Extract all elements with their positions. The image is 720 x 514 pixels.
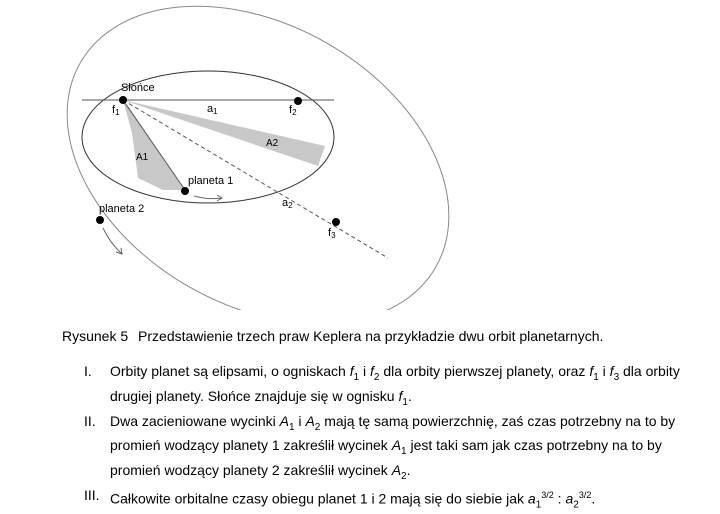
law-1-sub: 3 — [613, 371, 620, 383]
law-1-text: . — [407, 387, 412, 404]
sun-dot — [119, 96, 127, 104]
law-1-var: f — [370, 363, 374, 379]
label-sun: Słońce — [121, 82, 155, 94]
law-2-numeral: II. — [84, 412, 96, 429]
planet-1-dot — [181, 187, 189, 195]
law-2-sub: 2 — [314, 421, 321, 433]
figure-caption — [62, 328, 603, 344]
f3-dot — [332, 218, 340, 226]
law-1-text: Orbity planet są elipsami, o ogniskach — [110, 363, 350, 379]
law-1 — [84, 362, 704, 412]
law-3-var: a — [565, 490, 574, 507]
law-2-text: mają tę samą powierzchnię, zaś czas potrzebny na to by promień wodzący planety 1 zakreślił wycinek — [110, 412, 676, 454]
kepler-laws-list — [84, 362, 704, 514]
law-2-text: . — [406, 462, 411, 479]
caption-text: Przedstawienie trzech praw Keplera na przykładzie dwu orbit planetarnych. — [138, 328, 604, 344]
law-1-text: i — [598, 363, 610, 379]
label-f2: f2 — [289, 104, 297, 117]
label-area-a2: A2 — [266, 138, 279, 149]
caption-number: Rysunek 5 — [62, 328, 129, 344]
law-3-var: a — [527, 490, 536, 507]
law-2-var: A — [305, 412, 315, 429]
law-2-var: A — [391, 462, 402, 479]
law-1-var: f — [589, 363, 594, 379]
law-2-text: Dwa zacieniowane wycinki — [110, 412, 280, 429]
law-3-text: Całkowite orbitalne czasy obiegu planet 1 i 2 mają się do siebie jak — [110, 490, 528, 507]
law-1-sub: 1 — [402, 396, 408, 408]
law-3-power: 3/2 — [578, 489, 592, 500]
law-3-text: : — [553, 490, 566, 507]
law-2-text: i — [294, 412, 306, 429]
law-1-sub: 2 — [373, 371, 380, 383]
law-3-power: 3/2 — [541, 489, 554, 500]
planet-1-arrow — [194, 196, 222, 199]
law-2-sub: 2 — [401, 470, 407, 482]
law-1-var: f — [349, 363, 354, 379]
label-a1: a1 — [207, 103, 218, 116]
law-2-var: A — [391, 437, 402, 454]
law-2-var: A — [279, 412, 289, 429]
law-1-var: f — [398, 387, 403, 404]
orbit-planet-2 — [10, 0, 505, 310]
law-1-var: f — [609, 363, 614, 379]
law-1-sub: 1 — [353, 371, 360, 383]
label-planet-1: planeta 1 — [188, 175, 234, 187]
label-f1: f1 — [112, 104, 120, 117]
law-3-sub: 2 — [573, 499, 579, 511]
planet-2-dot — [96, 216, 104, 224]
law-2-sub: 1 — [288, 421, 295, 433]
law-1-text: i — [359, 363, 371, 379]
law-2-text: jest taki sam jak czas potrzebny na to by promień wodzący planety 2 zakreślił wycinek — [110, 437, 662, 479]
f2-dot — [294, 97, 302, 105]
law-3-text: . — [591, 490, 596, 507]
law-3-sub: 1 — [535, 499, 542, 511]
label-f3: f3 — [328, 227, 336, 240]
law-3-numeral: III. — [84, 486, 100, 503]
label-area-a1: A1 — [136, 152, 149, 163]
law-1-sub: 1 — [593, 371, 599, 383]
law-1-text: dla orbity drugiej planety. Słońce znajduje się w ognisku — [110, 363, 680, 404]
label-a2: a2 — [282, 197, 293, 210]
law-1-text: dla orbity pierwszej planety, oraz — [379, 363, 590, 379]
label-planet-2: planeta 2 — [99, 203, 145, 215]
law-1-numeral: I. — [84, 363, 92, 379]
law-2-sub: 1 — [401, 446, 407, 458]
law-2 — [84, 412, 704, 486]
